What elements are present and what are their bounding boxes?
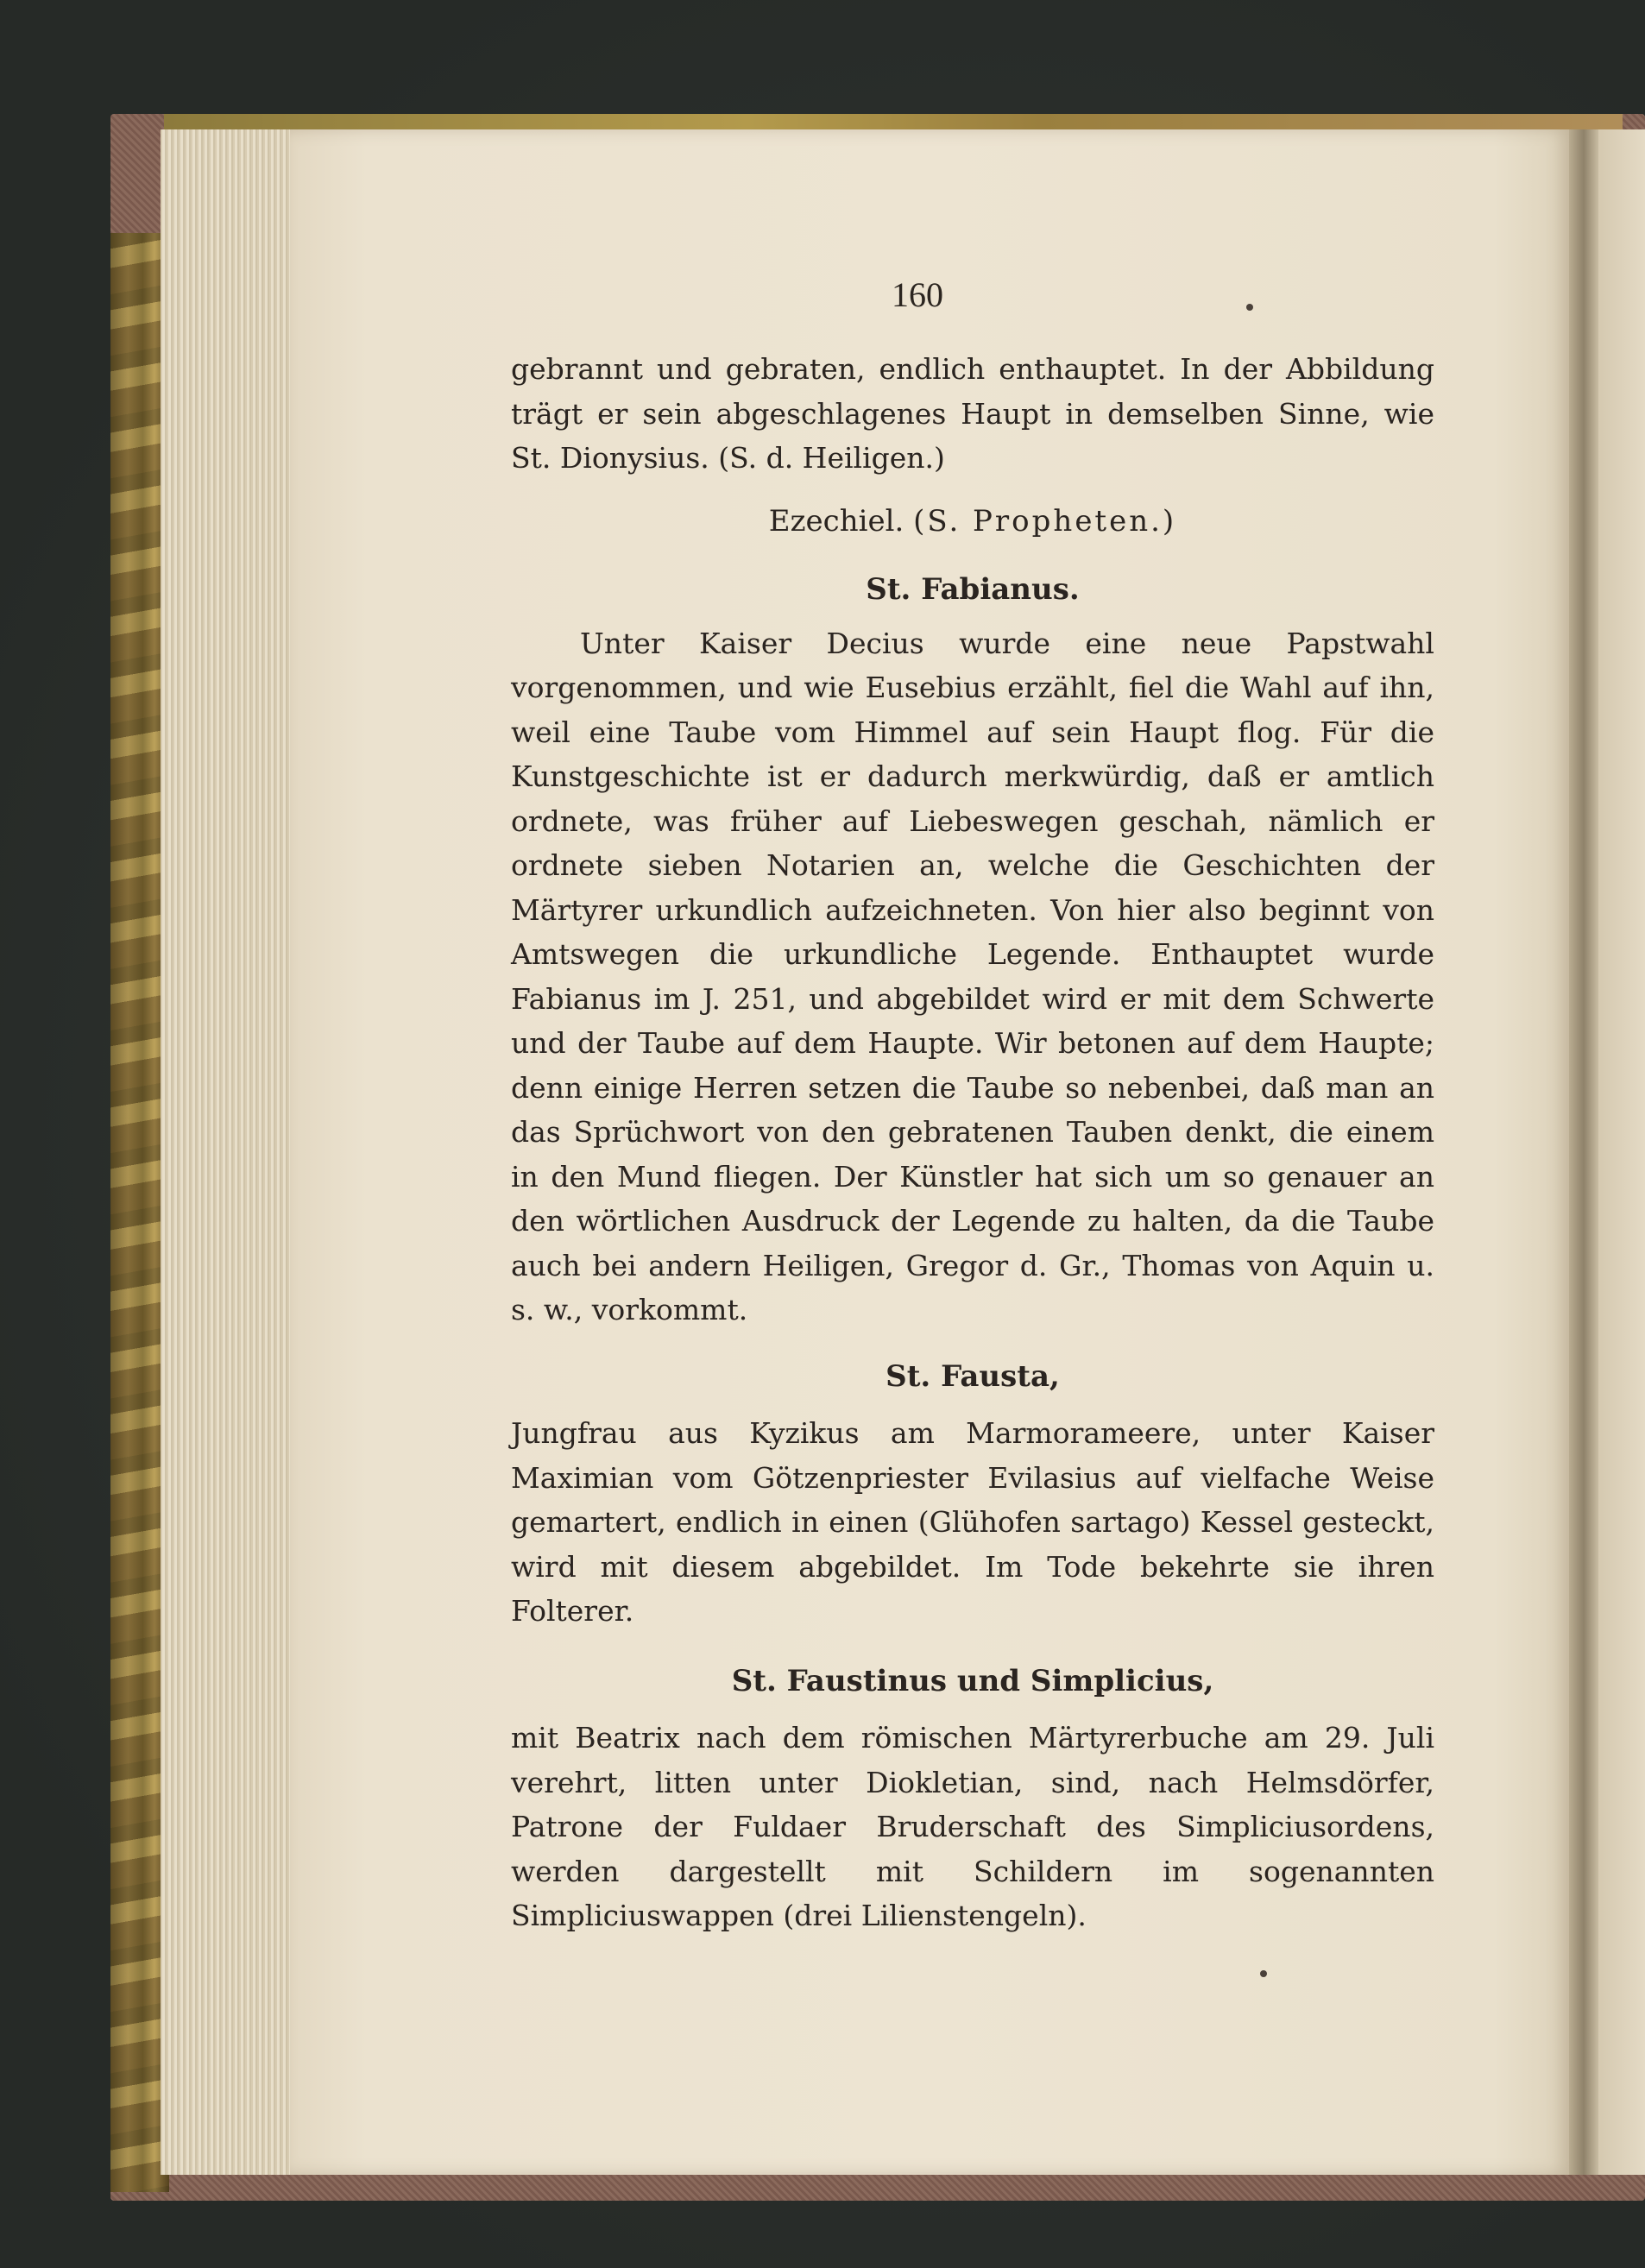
cover-top-edge bbox=[164, 114, 1623, 129]
page-edges bbox=[161, 129, 299, 2175]
ezechiel-name: Ezechiel. bbox=[768, 503, 904, 539]
ezechiel-heading bbox=[511, 500, 1434, 545]
page-number: 160 bbox=[892, 275, 943, 314]
page-text bbox=[511, 347, 1434, 1938]
fausta-heading: St. Fausta, bbox=[886, 1358, 1060, 1394]
ezechiel-reference: (S. Propheten.) bbox=[913, 503, 1177, 539]
fabianus-paragraph: Unter Kaiser Decius wurde eine neue Papstwahl vorgenommen, und wie Eusebius erzählt, fiel die Wahl auf ihn, weil eine Taube vom Himmel auf sein Haupt flog. Für die Kunstgeschichte ist er dadurch merkwürdig, daß er amtlich ordnete, was früher auf Liebeswegen geschah, nämlich er ordnete sieben Notarien an, welche die Geschichten der Märtyrer urkundlich aufzeichneten. Von hier also beginnt von Amtswegen die urkundliche Legende. Enthauptet wurde Fabianus im J. 251, und abgebildet wird er mit dem Schwerte und der Taube auf dem Haupte. Wir betonen auf dem Haupte; denn einige Herren setzen die Taube so nebenbei, daß man an das Sprüchwort von den gebratenen Tauben denkt, die einem in den Mund fliegen. Der Künstler hat sich um so genauer an den wörtlichen Ausdruck der Legende zu halten, da die Taube auch bei andern Heiligen, Gregor d. Gr., Thomas von Aquin u. s. w., vorkommt. bbox=[511, 626, 1434, 1326]
book-gutter bbox=[1569, 129, 1598, 2175]
faustinus-paragraph: mit Beatrix nach dem römischen Märtyrerbuche am 29. Juli verehrt, litten unter Diokletian, sind, nach Helmsdörfer, Patrone der Fuldaer Bruderschaft des Simpliciusordens, werden dargestellt mit Schildern im sogenannten Simpliciuswappen (drei Lilienstengeln). bbox=[511, 1721, 1434, 1932]
faustinus-heading: St. Faustinus und Simplicius, bbox=[731, 1663, 1214, 1698]
fabianus-heading: St. Fabianus. bbox=[866, 572, 1080, 607]
fausta-paragraph: Jungfrau aus Kyzikus am Marmorameere, unter Kaiser Maximian vom Götzenpriester Evilasius auf vielfache Weise gemartert, endlich in einen (Glühofen sartago) Kessel gesteckt, wird mit diesem abgebildet. Im Tode bekehrte sie ihren Folterer. bbox=[511, 1416, 1434, 1628]
ink-speck bbox=[1246, 304, 1253, 311]
opening-paragraph: gebrannt und gebraten, endlich enthauptet. In der Abbildung trägt er sein abgeschlagenes Haupt in demselben Sinne, wie St. Dionysius. (S. d. Heiligen.) bbox=[511, 352, 1434, 475]
facing-page-edge bbox=[1598, 129, 1645, 2175]
ink-speck bbox=[1260, 1970, 1267, 1977]
